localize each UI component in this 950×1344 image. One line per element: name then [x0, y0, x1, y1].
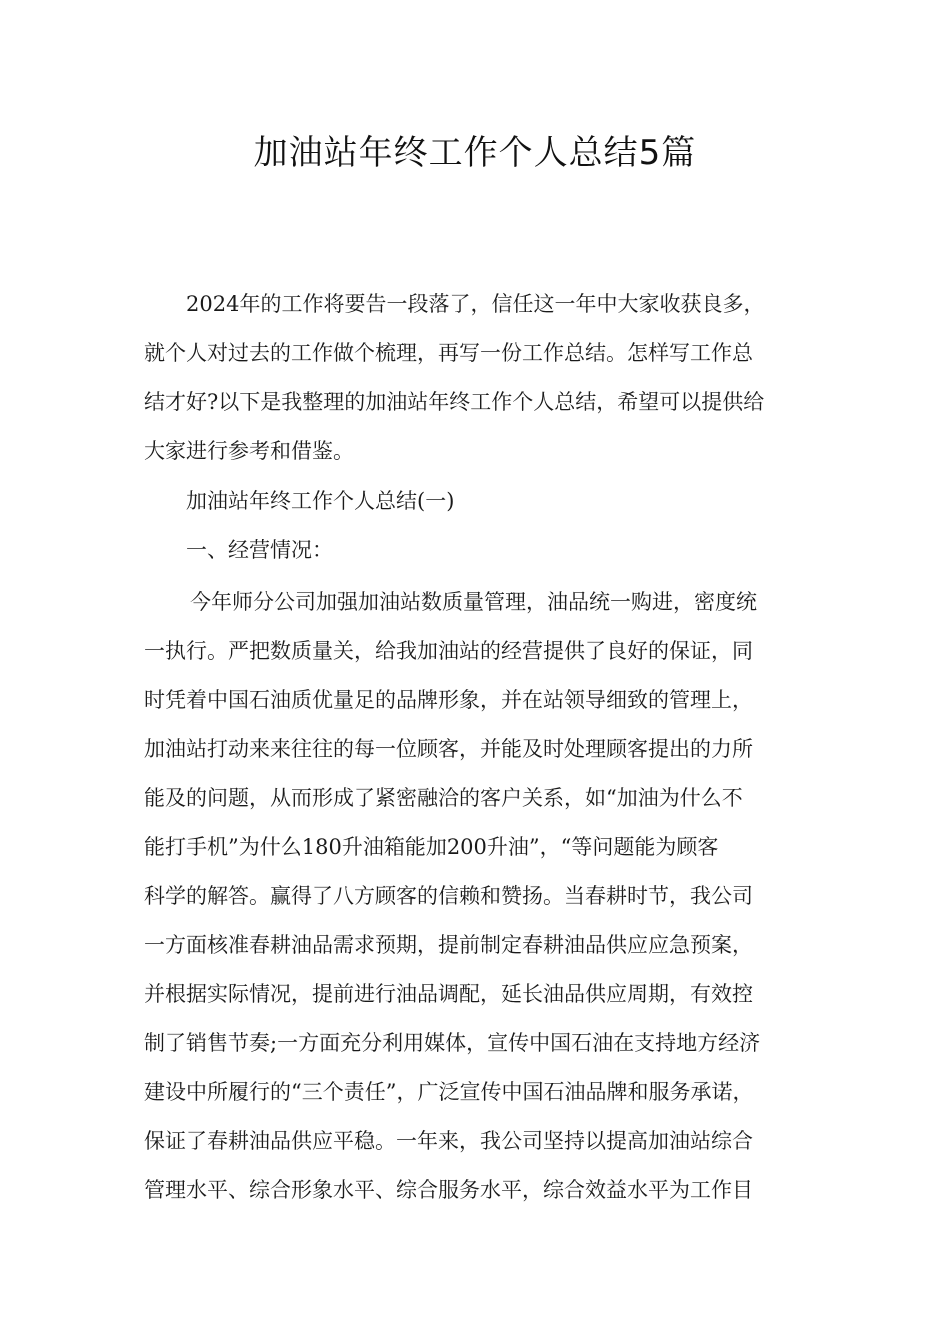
- body-line: 管理水平、综合形象水平、综合服务水平，综合效益水平为工作目: [144, 1178, 753, 1202]
- body-line: 今年师分公司加强加油站数质量管理，油品统一购进，密度统: [190, 590, 757, 614]
- body-line: 能打手机”为什么180升油箱能加200升油”，“等问题能为顾客: [144, 835, 719, 859]
- intro-line: 2024年的工作将要告一段落了，信任这一年中大家收获良多，: [186, 292, 765, 316]
- document-title: 加油站年终工作个人总结5篇: [253, 133, 697, 173]
- intro-line: 结才好?以下是我整理的加油站年终工作个人总结，希望可以提供给: [144, 390, 765, 414]
- intro-paragraph: [144, 280, 812, 476]
- body-line: 建设中所履行的“三个责任”，广泛宣传中国石油品牌和服务承诺，: [144, 1080, 754, 1104]
- section-heading: 加油站年终工作个人总结(一): [186, 489, 455, 513]
- body-line: 时凭着中国石油质优量足的品牌形象，并在站领导细致的管理上，: [144, 688, 753, 712]
- body-line: 科学的解答。赢得了八方顾客的信赖和赞扬。当春耕时节，我公司: [144, 884, 753, 908]
- intro-line: 大家进行参考和借鉴。: [144, 439, 354, 463]
- body-line: 制了销售节奏;一方面充分利用媒体，宣传中国石油在支持地方经济: [144, 1031, 761, 1055]
- body-line: 并根据实际情况，提前进行油品调配，延长油品供应周期，有效控: [144, 982, 753, 1006]
- body-paragraph: [144, 578, 812, 1215]
- body-line: 一方面核准春耕油品需求预期，提前制定春耕油品供应应急预案，: [144, 933, 753, 957]
- body-line: 能及的问题，从而形成了紧密融洽的客户关系，如“加油为什么不: [144, 786, 743, 810]
- body-line: 一执行。严把数质量关，给我加油站的经营提供了良好的保证，同: [144, 639, 753, 663]
- body-line: 保证了春耕油品供应平稳。一年来，我公司坚持以提高加油站综合: [144, 1129, 753, 1153]
- body-line: 加油站打动来来往往的每一位顾客，并能及时处理顾客提出的力所: [144, 737, 753, 761]
- intro-line: 就个人对过去的工作做个梳理，再写一份工作总结。怎样写工作总: [144, 341, 753, 365]
- subheading: 一、经营情况：: [186, 538, 333, 562]
